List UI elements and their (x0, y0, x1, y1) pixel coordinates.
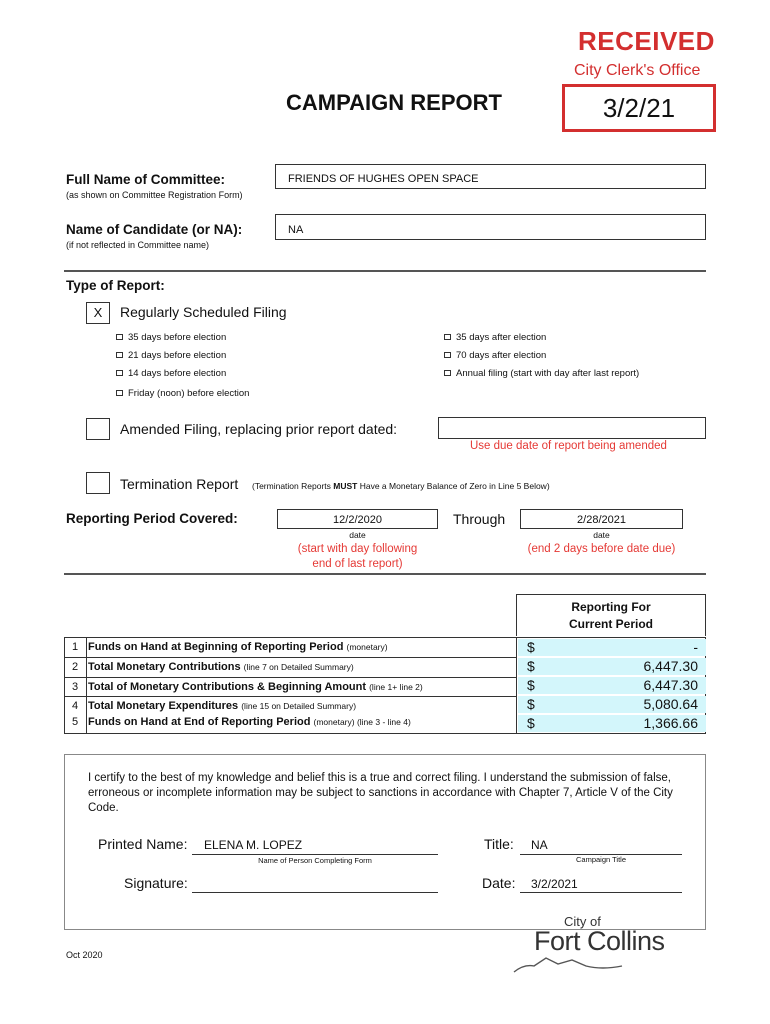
option-checkbox[interactable] (116, 370, 123, 376)
title-value: NA (531, 838, 548, 852)
fort-collins-logo (512, 914, 698, 974)
candidate-label: Name of Candidate (or NA): (66, 222, 243, 237)
printed-name-value: ELENA M. LOPEZ (204, 838, 303, 852)
option-checkbox[interactable] (444, 352, 451, 358)
title-caption: Campaign Title (575, 855, 627, 864)
row-label-text: Total Monetary Expenditures (88, 700, 239, 712)
amount-value: 5,080.64 (643, 696, 698, 712)
amount-value: 6,447.30 (643, 677, 698, 693)
row-label-note: (monetary) (line 3 - line 4) (313, 717, 411, 727)
regular-filing-label: Regularly Scheduled Filing (120, 304, 287, 320)
row-label-note: (line 7 on Detailed Summary) (243, 662, 354, 672)
currency-symbol: $ (527, 639, 535, 655)
printed-name-field[interactable] (192, 836, 438, 855)
period-end-note: (end 2 days before date due) (527, 543, 676, 555)
table-row (64, 638, 514, 657)
currency-symbol: $ (527, 696, 535, 712)
row-label (88, 700, 356, 712)
logo-city-of: City of (564, 914, 601, 929)
amount-value: 1,366.66 (643, 715, 698, 731)
divider-top (64, 270, 706, 272)
regular-filing-checkbox[interactable]: X (86, 302, 110, 324)
candidate-name-field[interactable] (275, 214, 706, 240)
option-friday-before: Friday (noon) before election (128, 388, 250, 399)
currency-symbol: $ (527, 658, 535, 674)
currency-symbol: $ (527, 677, 535, 693)
period-end-field[interactable] (520, 509, 683, 529)
amended-date-field[interactable] (438, 417, 706, 439)
form-version: Oct 2020 (66, 950, 103, 960)
row-label (88, 681, 423, 693)
committee-note: (as shown on Committee Registration Form) (66, 190, 243, 200)
candidate-note: (if not reflected in Committee name) (66, 240, 210, 250)
title-field[interactable] (520, 836, 682, 855)
amount-field[interactable] (518, 639, 706, 656)
period-through-label: Through (453, 511, 506, 527)
termination-note-suffix: Have a Monetary Balance of Zero in Line 5 Below) (357, 481, 550, 491)
certification-text: I certify to the best of my knowledge and belief this is a true and correct filing. I understand the submission of false, erroneous or incomplete information may be subject to sanctions in accordance with Chapter 7, Article V of the City Code. (88, 772, 673, 814)
amount-field[interactable] (518, 715, 706, 732)
option-21-before: 21 days before election (128, 350, 227, 361)
date-value: 3/2/2021 (531, 877, 578, 891)
committee-label: Full Name of Committee: (66, 172, 226, 187)
row-label-note: (line 1+ line 2) (369, 682, 423, 692)
option-annual: Annual filing (start with day after last report) (456, 368, 640, 379)
amount-value: - (693, 639, 698, 655)
stamp-date-box (562, 84, 716, 132)
printed-name-caption: Name of Person Completing Form (258, 856, 372, 865)
signature-field[interactable] (192, 874, 438, 893)
termination-label: Termination Report (120, 476, 239, 492)
option-checkbox[interactable] (444, 370, 451, 376)
row-number: 4 (71, 700, 79, 712)
date-field[interactable] (520, 874, 682, 893)
row-label-note: (line 15 on Detailed Summary) (241, 701, 357, 711)
option-35-before: 35 days before election (128, 332, 227, 343)
row-number: 3 (71, 681, 79, 693)
table-row (64, 658, 514, 677)
divider-middle (64, 573, 706, 575)
printed-name-label: Printed Name: (98, 836, 188, 852)
period-end-value: 2/28/2021 (577, 514, 626, 526)
report-type-label: Type of Report: (66, 278, 165, 293)
amount-value: 6,447.30 (643, 658, 698, 674)
option-checkbox[interactable] (116, 334, 123, 340)
page-title: CAMPAIGN REPORT (286, 90, 502, 115)
period-start-value: 12/2/2020 (333, 514, 382, 526)
row-number: 2 (71, 661, 79, 673)
amended-filing-checkbox[interactable] (86, 418, 110, 440)
currency-symbol: $ (527, 715, 535, 731)
row-number: 5 (71, 716, 79, 728)
stamp-office-text: City Clerk's Office (574, 62, 701, 79)
title-label: Title: (484, 836, 514, 852)
stamp-date: 3/2/21 (602, 93, 676, 123)
option-70-after: 70 days after election (456, 350, 547, 361)
period-start-caption: date (349, 530, 366, 540)
row-label (88, 641, 388, 653)
row-label (88, 716, 411, 728)
amount-field[interactable] (518, 696, 706, 713)
period-start-field[interactable] (277, 509, 438, 529)
amount-field[interactable] (518, 658, 706, 675)
option-checkbox[interactable] (444, 334, 451, 340)
amended-filing-label: Amended Filing, replacing prior report dated: (120, 421, 398, 437)
option-checkbox[interactable] (116, 390, 123, 396)
row-label (88, 661, 354, 673)
amount-column-header (516, 594, 706, 636)
date-label: Date: (482, 875, 516, 891)
amount-header-line-2: Current Period (568, 617, 653, 631)
table-row (64, 678, 514, 697)
committee-name-field[interactable] (275, 164, 706, 189)
termination-note (252, 481, 550, 491)
period-start-note-2: end of last report) (312, 558, 403, 570)
row-label-note: (monetary) (346, 642, 388, 652)
table-row (64, 713, 514, 732)
row-label-text: Funds on Hand at Beginning of Reporting Period (88, 641, 344, 653)
period-end-caption: date (593, 530, 610, 540)
option-35-after: 35 days after election (456, 332, 547, 343)
row-number: 1 (71, 641, 79, 653)
amended-date-note: Use due date of report being amended (470, 440, 667, 452)
option-checkbox[interactable] (116, 352, 123, 358)
signature-label: Signature: (124, 875, 188, 891)
period-label: Reporting Period Covered: (66, 511, 238, 526)
candidate-name-value: NA (288, 224, 304, 236)
termination-checkbox[interactable] (86, 472, 110, 494)
termination-note-must: MUST (333, 481, 358, 491)
amount-field[interactable] (518, 677, 706, 694)
summary-amount-divider (516, 637, 517, 734)
received-stamp (548, 18, 736, 153)
period-start-note-1: (start with day following (297, 543, 418, 555)
row-label-text: Total Monetary Contributions (88, 661, 241, 673)
logo-fort-collins: Fort Collins (534, 926, 665, 956)
amount-header-line-1: Reporting For (571, 600, 651, 614)
stamp-received-text: RECEIVED (578, 26, 715, 56)
committee-name-value: FRIENDS OF HUGHES OPEN SPACE (288, 173, 479, 185)
option-14-before: 14 days before election (128, 368, 227, 379)
logo-mountain-icon (512, 952, 698, 974)
row-label-text: Total of Monetary Contributions & Beginning Amount (88, 681, 367, 693)
termination-note-prefix: (Termination Reports (252, 481, 334, 491)
row-label-text: Funds on Hand at End of Reporting Period (88, 716, 311, 728)
